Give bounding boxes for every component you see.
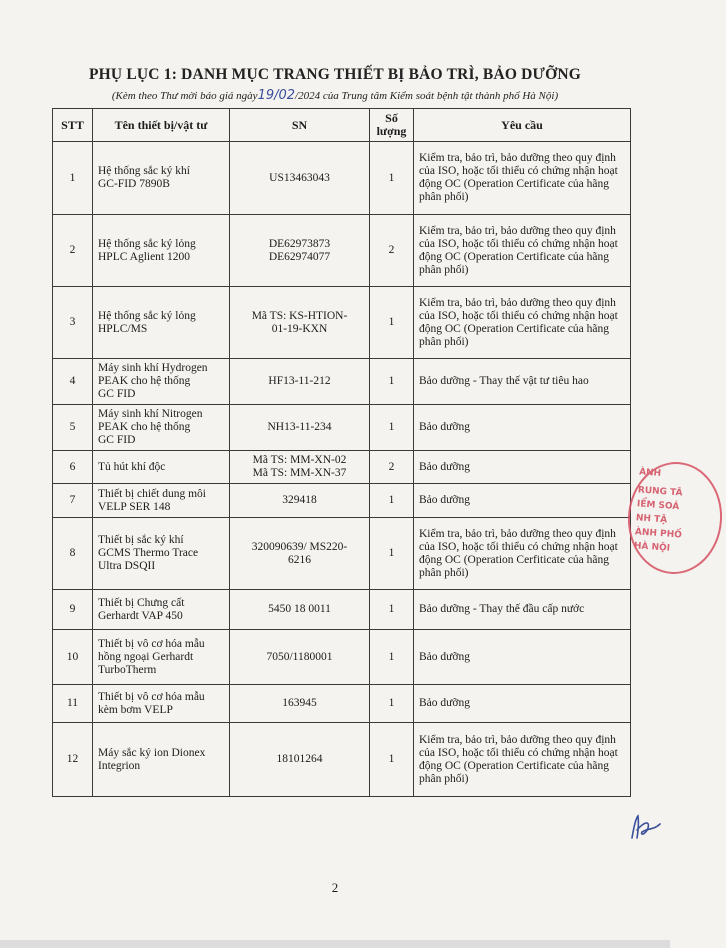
table-row [53, 484, 631, 518]
cell-sn: 18101264 [230, 723, 370, 797]
cell-qty: 1 [370, 590, 414, 630]
header-stt: STT [53, 109, 93, 142]
cell-sn: DE62973873 DE62974077 [230, 215, 370, 287]
cell-name: Máy sắc ký ion Dionex Integrion [93, 723, 230, 797]
cell-requirement: Kiểm tra, bảo trì, bảo dưỡng theo quy định của ISO, hoặc tối thiểu có chứng nhận hoạt động OC (Operation Certificate của hãng phân phối) [414, 723, 631, 797]
cell-name: Hệ thống sắc ký lỏng HPLC Aglient 1200 [93, 215, 230, 287]
cell-name: Thiết bị chiết dung môi VELP SER 148 [93, 484, 230, 518]
appendix-title: PHỤ LỤC 1: DANH MỤC TRANG THIẾT BỊ BẢO TRÌ, BẢO DƯỠNG [88, 66, 581, 83]
handwritten-date: 19/02 [257, 88, 296, 103]
subtitle-prefix: (Kèm theo Thư mời báo giá ngày [111, 90, 258, 102]
cell-stt: 11 [53, 685, 93, 723]
cell-qty: 1 [370, 287, 414, 359]
cell-stt: 6 [53, 451, 93, 484]
initials-signature [628, 812, 664, 842]
cell-qty: 1 [370, 630, 414, 685]
cell-requirement: Kiểm tra, bảo trì, bảo dưỡng theo quy định của ISO, hoặc tối thiểu có chứng nhận hoạt động OC (Operation Certificate của hãng phân phối) [414, 287, 631, 359]
cell-stt: 1 [53, 142, 93, 215]
stamp-line: RUNG TÂ [637, 485, 683, 499]
cell-sn: 329418 [230, 484, 370, 518]
header-requirement: Yêu cầu [414, 109, 631, 142]
stamp-line: ÀNH [638, 467, 662, 479]
table-row [53, 287, 631, 359]
table-row [53, 630, 631, 685]
cell-stt: 12 [53, 723, 93, 797]
table-row [53, 518, 631, 590]
cell-requirement: Bảo dưỡng - Thay thế vật tư tiêu hao [414, 359, 631, 405]
cell-stt: 8 [53, 518, 93, 590]
appendix-subtitle [0, 88, 670, 103]
red-seal-stamp [624, 459, 726, 577]
cell-sn: Mã TS: MM-XN-02 Mã TS: MM-XN-37 [230, 451, 370, 484]
cell-sn: 163945 [230, 685, 370, 723]
cell-name: Thiết bị vô cơ hóa mẫu kèm bơm VELP [93, 685, 230, 723]
table-row [53, 590, 631, 630]
cell-qty: 1 [370, 723, 414, 797]
cell-qty: 2 [370, 451, 414, 484]
cell-requirement: Bảo dưỡng [414, 451, 631, 484]
table-row [53, 685, 631, 723]
table-row [53, 723, 631, 797]
cell-qty: 1 [370, 405, 414, 451]
cell-sn: 320090639/ MS220- 6216 [230, 518, 370, 590]
cell-sn: US13463043 [230, 142, 370, 215]
cell-requirement: Bảo dưỡng - Thay thế đầu cấp nước [414, 590, 631, 630]
cell-stt: 3 [53, 287, 93, 359]
header-name: Tên thiết bị/vật tư [93, 109, 230, 142]
table-row [53, 142, 631, 215]
cell-stt: 10 [53, 630, 93, 685]
table-header-row [53, 109, 631, 142]
cell-requirement: Kiểm tra, bảo trì, bảo dưỡng theo quy định của ISO, hoặc tối thiểu có chứng nhận hoạt động OC (Operation Cerfiticate của hãng phân phối) [414, 518, 631, 590]
cell-name: Máy sinh khí Hydrogen PEAK cho hệ thống GC FID [93, 359, 230, 405]
cell-name: Thiết bị sắc ký khí GCMS Thermo Trace Ultra DSQII [93, 518, 230, 590]
table-row [53, 359, 631, 405]
stamp-line: IỂM SOÁ [636, 499, 680, 513]
cell-qty: 2 [370, 215, 414, 287]
page-number: 2 [331, 880, 339, 895]
cell-name: Tủ hút khí độc [93, 451, 230, 484]
scan-bottom-edge [0, 940, 670, 948]
stamp-line: HÀ NỘI [633, 541, 671, 554]
cell-qty: 1 [370, 359, 414, 405]
cell-sn: 7050/1180001 [230, 630, 370, 685]
cell-sn: Mã TS: KS-HTION- 01-19-KXN [230, 287, 370, 359]
cell-requirement: Bảo dưỡng [414, 484, 631, 518]
cell-sn: NH13-11-234 [230, 405, 370, 451]
equipment-table [52, 108, 631, 797]
cell-stt: 9 [53, 590, 93, 630]
cell-name: Thiết bị vô cơ hóa mẫu hồng ngoại Gerhardt TurboTherm [93, 630, 230, 685]
cell-sn: 5450 18 0011 [230, 590, 370, 630]
stamp-line: NH TẬ [635, 513, 668, 526]
cell-name: Hệ thống sắc ký lỏng HPLC/MS [93, 287, 230, 359]
cell-requirement: Kiểm tra, bảo trì, bảo dưỡng theo quy định của ISO, hoặc tối thiểu có chứng nhận hoạt động OC (Operation Certificate của hãng phân phối) [414, 142, 631, 215]
cell-stt: 2 [53, 215, 93, 287]
header-qty: Số lượng [370, 109, 414, 142]
cell-qty: 1 [370, 142, 414, 215]
cell-requirement: Bảo dưỡng [414, 685, 631, 723]
cell-name: Thiết bị Chưng cất Gerhardt VAP 450 [93, 590, 230, 630]
cell-stt: 7 [53, 484, 93, 518]
table-row [53, 215, 631, 287]
cell-stt: 4 [53, 359, 93, 405]
cell-requirement: Bảo dưỡng [414, 630, 631, 685]
cell-qty: 1 [370, 484, 414, 518]
table-row [53, 405, 631, 451]
cell-qty: 1 [370, 518, 414, 590]
stamp-line: ÀNH PHỐ [634, 527, 683, 541]
cell-name: Máy sinh khí Nitrogen PEAK cho hệ thống GC FID [93, 405, 230, 451]
cell-requirement: Kiểm tra, bảo trì, bảo dưỡng theo quy định của ISO, hoặc tối thiểu có chứng nhận hoạt động OC (Operation Certificate của hãng phân phối) [414, 215, 631, 287]
cell-sn: HF13-11-212 [230, 359, 370, 405]
cell-name: Hệ thống sắc ký khí GC-FID 7890B [93, 142, 230, 215]
cell-requirement: Bảo dưỡng [414, 405, 631, 451]
cell-stt: 5 [53, 405, 93, 451]
subtitle-suffix: /2024 của Trung tâm Kiểm soát bệnh tật thành phố Hà Nội) [295, 90, 559, 102]
header-sn: SN [230, 109, 370, 142]
cell-qty: 1 [370, 685, 414, 723]
table-row [53, 451, 631, 484]
